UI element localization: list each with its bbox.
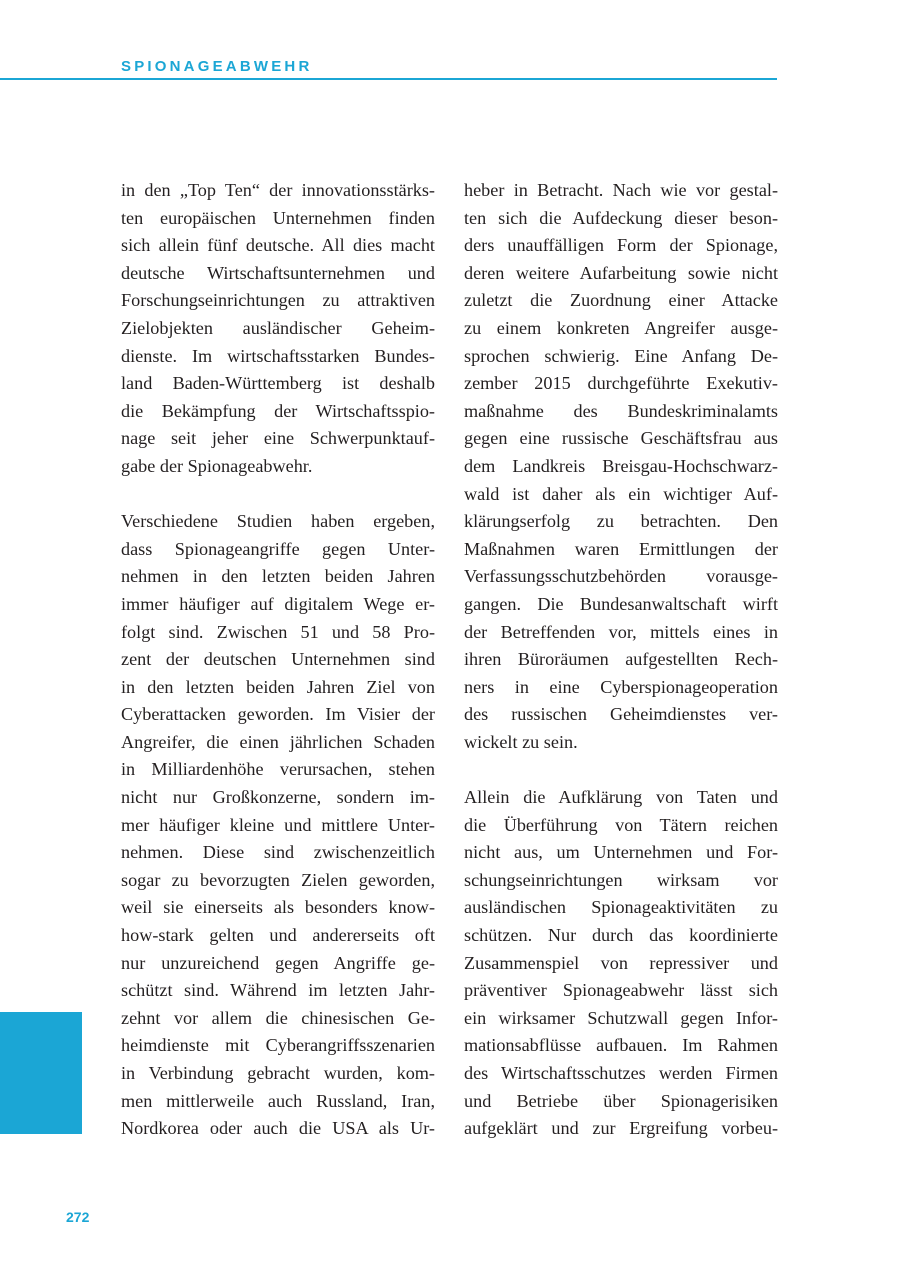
text-line: ners in eine Cyberspionageoperation (464, 676, 778, 697)
text-line: Maßnahmen waren Ermittlungen der (464, 538, 778, 559)
text-line: Zusammenspiel von repressiver und (464, 952, 778, 973)
page-number: 272 (66, 1209, 90, 1225)
text-line: gegen eine russische Geschäftsfrau aus (464, 428, 778, 449)
text-line: mationsabflüsse aufbauen. Im Rahmen (464, 1035, 778, 1056)
text-line: sogar zu bevorzugten Zielen geworden, (121, 869, 435, 890)
text-line: zuletzt die Zuordnung einer Attacke (464, 290, 778, 311)
text-line: ausländischen Spionageaktivitäten zu (464, 897, 778, 918)
text-line: in Milliardenhöhe verursachen, stehen (121, 759, 435, 780)
text-line: sprochen schwierig. Eine Anfang De- (464, 345, 778, 366)
text-line: land Baden-Württemberg ist deshalb (121, 373, 435, 394)
text-line: Allein die Aufklärung von Taten und (464, 787, 778, 808)
text-line: ten europäischen Unternehmen finden (121, 207, 435, 228)
text-line: nicht nur Großkonzerne, sondern im- (121, 787, 435, 808)
text-line: wald ist daher als ein wichtiger Auf- (464, 483, 778, 504)
text-line: Cyberattacken geworden. Im Visier der (121, 704, 435, 725)
paragraph (121, 508, 435, 1143)
paragraph (464, 784, 778, 1143)
text-line: immer häufiger auf digitalem Wege er- (121, 593, 435, 614)
text-line: dienste. Im wirtschaftsstarken Bundes- (121, 345, 435, 366)
text-line: und Betriebe über Spionagerisiken (464, 1090, 778, 1111)
text-line: in den letzten beiden Jahren Ziel von (121, 676, 435, 697)
text-line: die Bekämpfung der Wirtschaftsspio- (121, 400, 435, 421)
text-line: men mittlerweile auch Russland, Iran, (121, 1090, 435, 1111)
text-line: schungseinrichtungen wirksam vor (464, 869, 778, 890)
text-line: maßnahme des Bundeskriminalamts (464, 400, 778, 421)
text-line: nehmen in den letzten beiden Jahren (121, 566, 435, 587)
left-column (121, 177, 435, 1143)
text-line: wickelt zu sein. (464, 731, 578, 752)
text-line: zember 2015 durchgeführte Exekutiv- (464, 373, 778, 394)
text-line: zehnt vor allem die chinesischen Ge- (121, 1007, 435, 1028)
paragraph-gap (464, 756, 778, 784)
text-line: nage seit jeher eine Schwerpunktauf- (121, 428, 435, 449)
text-line: in den „Top Ten“ der innovationsstärks- (121, 180, 435, 200)
text-line: schützt sind. Während im letzten Jahr- (121, 980, 435, 1001)
header-rule (0, 78, 777, 80)
text-line: deutsche Wirtschaftsunternehmen und (121, 262, 435, 283)
text-line: der Betreffenden vor, mittels eines in (464, 621, 778, 642)
text-line: zent der deutschen Unternehmen sind (121, 649, 435, 670)
text-line: Verschiedene Studien haben ergeben, (121, 511, 435, 532)
text-line: Zielobjekten ausländischer Geheim- (121, 317, 435, 338)
text-line: klärungserfolg zu betrachten. Den (464, 511, 778, 532)
text-line: dem Landkreis Breisgau-Hochschwarz- (464, 455, 778, 476)
text-line: schützen. Nur durch das koordinierte (464, 925, 778, 946)
text-line: Verfassungsschutzbehörden vorausge- (464, 566, 778, 587)
text-line: des Wirtschaftsschutzes werden Firmen (464, 1063, 778, 1083)
text-line: deren weitere Aufarbeitung sowie nicht (464, 262, 778, 283)
chapter-color-tab (0, 1012, 82, 1134)
text-line: heimdienste mit Cyberangriffsszenarien (121, 1035, 435, 1056)
text-line: nehmen. Diese sind zwischenzeitlich (121, 842, 435, 863)
text-line: aufgeklärt und zur Ergreifung vorbeu- (464, 1118, 778, 1139)
text-line: gangen. Die Bundesanwaltschaft wirft (464, 593, 778, 614)
text-line: die Überführung von Tätern reichen (464, 814, 778, 835)
paragraph-gap (121, 481, 435, 509)
text-line: Forschungseinrichtungen zu attraktiven (121, 290, 435, 311)
text-line: heber in Betracht. Nach wie vor gestal- (464, 180, 778, 200)
text-line: Angreifer, die einen jährlichen Schaden (121, 731, 435, 752)
text-line: sich allein fünf deutsche. All dies macht (121, 235, 435, 256)
text-line: weil sie einerseits als besonders know- (121, 897, 435, 918)
text-line: ders unauffälligen Form der Spionage, (464, 235, 778, 256)
text-line: zu einem konkreten Angreifer ausge- (464, 317, 778, 338)
text-line: nur unzureichend gegen Angriffe ge- (121, 952, 435, 973)
running-header: SPIONAGEABWEHR (121, 58, 313, 75)
text-line: des russischen Geheimdienstes ver- (464, 704, 778, 725)
text-line: folgt sind. Zwischen 51 und 58 Pro- (121, 621, 435, 642)
text-line: dass Spionageangriffe gegen Unter- (121, 538, 435, 559)
paragraph (121, 177, 435, 481)
text-line: ein wirksamer Schutzwall gegen Infor- (464, 1007, 778, 1028)
text-line: ten sich die Aufdeckung dieser beson- (464, 207, 778, 228)
text-line: mer häufiger kleine und mittlere Unter- (121, 814, 435, 835)
text-line: nicht aus, um Unternehmen und For- (464, 842, 778, 863)
text-line: ihren Büroräumen aufgestellten Rech- (464, 649, 778, 670)
paragraph (464, 177, 778, 756)
text-line: Nordkorea oder auch die USA als Ur- (121, 1118, 435, 1139)
text-line: gabe der Spionageabwehr. (121, 455, 313, 476)
text-line: how-stark gelten und andererseits oft (121, 925, 435, 946)
text-line: in Verbindung gebracht wurden, kom- (121, 1063, 435, 1083)
right-column (464, 177, 778, 1143)
text-line: präventiver Spionageabwehr lässt sich (464, 980, 778, 1001)
